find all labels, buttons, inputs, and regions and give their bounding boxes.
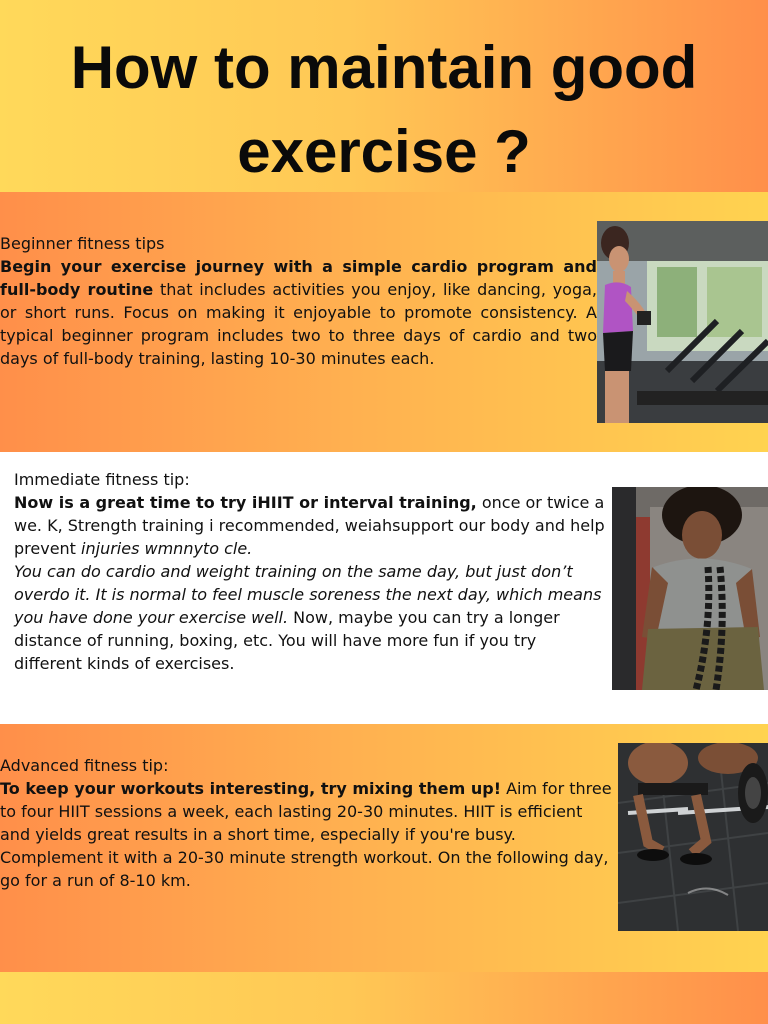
advanced-text [0, 754, 612, 892]
battle-ropes-photo [612, 487, 768, 690]
immediate-part2: Now, maybe you can try a longer distance of running, boxing, etc. You will have more fun if you try different kinds of exercises. [14, 608, 560, 673]
barbell-deadlift-photo [618, 743, 768, 931]
advanced-heading: Advanced fitness tip: [0, 756, 169, 775]
treadmill-runner-photo [597, 221, 768, 423]
immediate-heading: Immediate fitness tip: [14, 470, 190, 489]
beginner-body [0, 255, 597, 370]
immediate-part1: once or twice a we. K, Strength training i recommended, weiahsupport our body and help prevent [14, 493, 605, 558]
beginner-bold: Begin your exercise journey with a simple cardio program and full-body routine [0, 257, 597, 299]
page-title [0, 26, 768, 194]
immediate-bold: Now is a great time to try iHIIT or interval training, [14, 493, 477, 512]
beginner-heading: Beginner fitness tips [0, 234, 165, 253]
beginner-rest: that includes activities you enjoy, like dancing, yoga, or short runs. Focus on making it enjoyable to promote consistency. A typical beginner program includes two to three days of cardio and two days of full-body training, lasting 10-30 minutes each. [0, 280, 597, 368]
title-line-1: How to maintain good [70, 34, 698, 101]
advanced-bold: To keep your workouts interesting, try mixing them up! [0, 779, 502, 798]
advanced-rest: Aim for three to four HIIT sessions a week, each lasting 20-30 minutes. HIIT is efficient and yields great results in a short time, especially if you're busy. Complement it with a 20-30 minute strength workout. On the following day, go for a run of 8-10 km. [0, 779, 612, 890]
title-line-2: exercise ? [237, 118, 531, 185]
beginner-text [0, 232, 597, 370]
immediate-italic-1: injuries wmnnyto cle. [81, 539, 253, 558]
immediate-body [14, 491, 606, 560]
immediate-italic-2: You can do cardio and weight training on the same day, but just don’t overdo it. It is normal to feel muscle soreness the next day, which means you have done your exercise well. [14, 562, 602, 627]
immediate-text [14, 468, 606, 675]
advanced-body [0, 777, 612, 892]
footer-banner [0, 972, 768, 1024]
immediate-body-2 [14, 560, 606, 675]
